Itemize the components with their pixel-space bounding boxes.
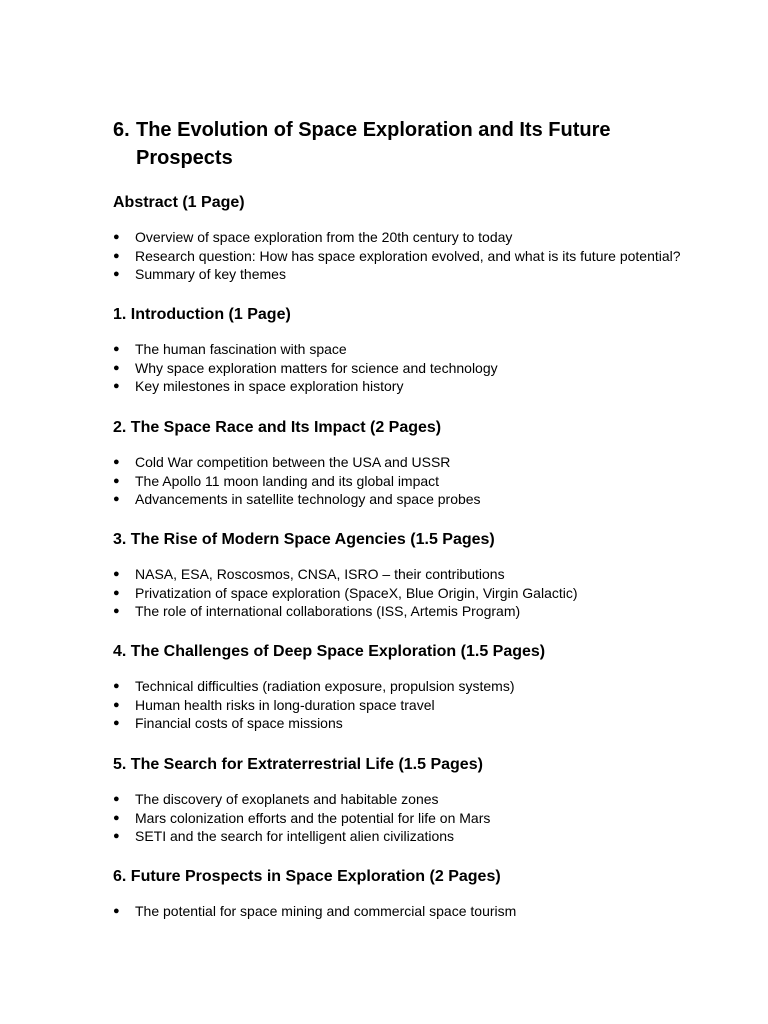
section-heading: 4. The Challenges of Deep Space Exploration (1.5 Pages): [113, 643, 546, 660]
bullet-list: [113, 677, 733, 733]
bullet-icon: ●: [113, 698, 120, 711]
list-item-text: Human health risks in long-duration space travel: [135, 696, 435, 713]
list-item-text: The human fascination with space: [135, 341, 347, 357]
list-item: [113, 809, 733, 828]
bullet-icon: ●: [113, 568, 120, 580]
bullet-list: [113, 565, 733, 621]
section-heading: Abstract (1 Page): [113, 194, 245, 211]
list-item-text: Cold War competition between the USA and USSR: [135, 454, 451, 470]
bullet-icon: ●: [113, 343, 120, 355]
bullet-icon: ●: [113, 793, 120, 805]
title-text-line-1: The Evolution of Space Exploration and Its Future: [136, 119, 611, 141]
bullet-list: [113, 790, 733, 846]
section-heading: 2. The Space Race and Its Impact (2 Pages): [113, 419, 442, 436]
bullet-icon: ●: [113, 380, 120, 392]
bullet-icon: ●: [113, 268, 120, 280]
bullet-icon: ●: [113, 361, 120, 374]
list-item-text: Privatization of space exploration (SpaceX, Blue Origin, Virgin Galactic): [135, 584, 578, 601]
bullet-icon: ●: [113, 905, 120, 917]
list-item: [113, 472, 733, 491]
list-item: [113, 565, 733, 584]
section-heading: 6. Future Prospects in Space Exploration (2 Pages): [113, 868, 501, 885]
section-space-race: [113, 417, 733, 509]
list-item: [113, 359, 733, 378]
section-heading: 3. The Rise of Modern Space Agencies (1.5 Pages): [113, 531, 495, 548]
section-extraterrestrial-life: [113, 754, 733, 846]
list-item-text: The Apollo 11 moon landing and its global impact: [135, 472, 440, 489]
list-item: [113, 827, 733, 846]
list-item-text: Overview of space exploration from the 20th century to today: [135, 229, 513, 245]
list-item: [113, 602, 733, 621]
list-item-text: Summary of key themes: [135, 266, 286, 282]
bullet-list: [113, 340, 733, 396]
list-item: [113, 902, 733, 921]
list-item-text: Mars colonization efforts and the potential for life on Mars: [135, 809, 491, 826]
section-modern-agencies: [113, 529, 733, 621]
bullet-icon: ●: [113, 474, 120, 487]
bullet-list: [113, 453, 733, 509]
list-item-text: The discovery of exoplanets and habitable zones: [135, 791, 439, 807]
section-future-prospects: [113, 866, 733, 921]
list-item: [113, 790, 733, 809]
list-item-text: Key milestones in space exploration history: [135, 378, 404, 394]
list-item-text: Why space exploration matters for science and technology: [135, 359, 498, 376]
list-item: [113, 696, 733, 715]
list-item-text: The role of international collaborations (ISS, Artemis Program): [135, 603, 521, 619]
section-heading: 1. Introduction (1 Page): [113, 306, 291, 323]
bullet-icon: ●: [113, 249, 120, 262]
bullet-icon: ●: [113, 717, 120, 729]
list-item: [113, 453, 733, 472]
list-item: [113, 677, 733, 696]
list-item: [113, 377, 733, 396]
section-deep-space-challenges: [113, 641, 733, 733]
bullet-list: [113, 228, 733, 284]
list-item: [113, 265, 733, 284]
document-title: [113, 116, 713, 172]
bullet-icon: ●: [113, 586, 120, 599]
bullet-icon: ●: [113, 830, 120, 842]
list-item-text: Advancements in satellite technology and space probes: [135, 491, 481, 507]
section-heading: 5. The Search for Extraterrestrial Life (1.5 Pages): [113, 756, 483, 773]
bullet-icon: ●: [113, 680, 120, 692]
list-item: [113, 490, 733, 509]
list-item-text: Technical difficulties (radiation exposure, propulsion systems): [135, 678, 515, 694]
title-line-1: [113, 116, 713, 144]
bullet-list: [113, 902, 733, 921]
list-item: [113, 228, 733, 247]
list-item: [113, 584, 733, 603]
bullet-icon: ●: [113, 456, 120, 468]
section-introduction: [113, 304, 733, 396]
bullet-icon: ●: [113, 811, 120, 824]
list-item-text: The potential for space mining and commercial space tourism: [135, 903, 517, 919]
list-item-text: SETI and the search for intelligent alien civilizations: [135, 828, 455, 844]
bullet-icon: ●: [113, 605, 120, 617]
list-item-text: NASA, ESA, Roscosmos, CNSA, ISRO – their contributions: [135, 566, 505, 582]
bullet-icon: ●: [113, 493, 120, 505]
title-text-line-2: Prospects: [136, 147, 233, 169]
bullet-icon: ●: [113, 231, 120, 243]
list-item-text: Research question: How has space exploration evolved, and what is its future potential?: [135, 247, 681, 264]
list-item: [113, 714, 733, 733]
section-abstract: [113, 192, 733, 284]
list-item: [113, 247, 733, 266]
list-item: [113, 340, 733, 359]
title-number: 6.: [113, 119, 130, 141]
list-item-text: Financial costs of space missions: [135, 715, 343, 731]
